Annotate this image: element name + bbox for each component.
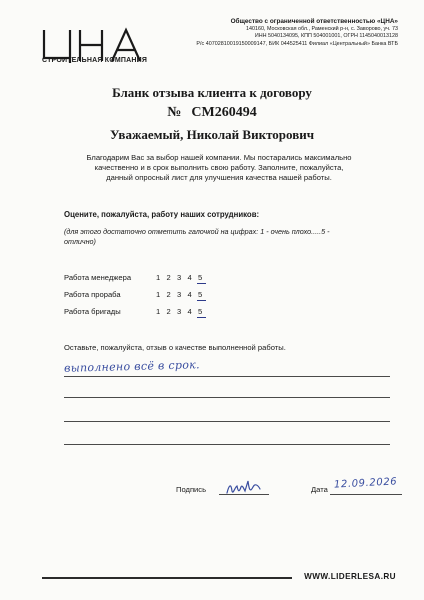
rating-option[interactable]: 2 [166, 307, 171, 316]
rating-hint-line: (для этого достаточно отметить галочкой на цифрах: 1 - очень плохо.....5 - [64, 227, 330, 236]
rating-heading: Оцените, пожалуйста, работу наших сотрудников: [64, 210, 260, 219]
rating-row-label: Работа прораба [64, 290, 121, 299]
review-line [64, 444, 390, 445]
rating-option[interactable]: 3 [177, 307, 182, 316]
review-line [64, 421, 390, 422]
rating-scale [156, 307, 209, 316]
rating-option-selected[interactable]: 5 [198, 290, 209, 299]
handwritten-signature [224, 477, 266, 499]
signature-label: Подпись [176, 485, 207, 494]
rating-option-selected[interactable]: 5 [198, 273, 209, 282]
date-label: Дата [311, 485, 328, 494]
logo-tagline: СТРОИТЕЛЬНАЯ КОМПАНИЯ [42, 57, 148, 64]
intro-text [64, 153, 374, 183]
contract-number-line [0, 105, 424, 121]
rating-row-label: Работа менеджера [64, 273, 132, 282]
intro-line: качественно и в срок выполнить свою работу. Заполните, пожалуйста, [94, 163, 344, 172]
rating-option[interactable]: 4 [187, 273, 192, 282]
greeting: Уважаемый, Николай Викторович [109, 127, 315, 142]
rating-option[interactable]: 2 [166, 290, 171, 299]
rating-hint [64, 227, 404, 247]
contract-number: СМ260494 [191, 105, 257, 120]
intro-line: данный опросный лист для улучшения качества нашей работы. [106, 173, 332, 182]
company-bank: Р/с 40702810019150009147, БИК 044525411 Филиал «Центральный» Банка ВТБ [196, 40, 398, 47]
signature-line [219, 494, 269, 495]
rating-option[interactable]: 3 [177, 290, 182, 299]
date-line [330, 494, 402, 495]
footer-divider [42, 577, 292, 579]
review-handwritten-text[interactable]: выполнено всё в срок. [63, 358, 201, 375]
rating-option[interactable]: 1 [156, 273, 161, 282]
form-title: Бланк отзыва клиента к договору [112, 85, 312, 100]
company-registration: ИНН 5040134095, КПП 504001001, ОГРН 1145040013128 [254, 33, 398, 40]
company-address: 140160, Московская обл., Раменский р-н, с. Заворово, уч. 73 [246, 25, 398, 32]
intro-line: Благодарим Вас за выбор нашей компании. Мы постарались максимально [86, 153, 352, 162]
rating-option[interactable]: 4 [187, 290, 192, 299]
rating-row-label: Работа бригады [64, 307, 121, 316]
rating-scale [156, 290, 209, 299]
rating-option[interactable]: 1 [156, 290, 161, 299]
date-value[interactable]: 12.09.2026 [333, 476, 398, 491]
rating-option[interactable]: 1 [156, 307, 161, 316]
company-details [178, 18, 398, 48]
rating-option[interactable]: 4 [187, 307, 192, 316]
rating-hint-line: отлично) [64, 237, 96, 246]
footer-website[interactable]: WWW.LIDERLESA.RU [304, 572, 396, 581]
company-name: Общество с ограниченной ответственностью «ЦНА» [230, 18, 398, 25]
rating-scale [156, 273, 209, 282]
rating-option-selected[interactable]: 5 [198, 307, 209, 316]
review-line [64, 397, 390, 398]
number-sign: № [167, 105, 182, 120]
rating-option[interactable]: 2 [166, 273, 171, 282]
review-line [64, 376, 390, 377]
rating-option[interactable]: 3 [177, 273, 182, 282]
review-label: Оставьте, пожалуйста, отзыв о качестве выполненной работы. [64, 343, 286, 352]
